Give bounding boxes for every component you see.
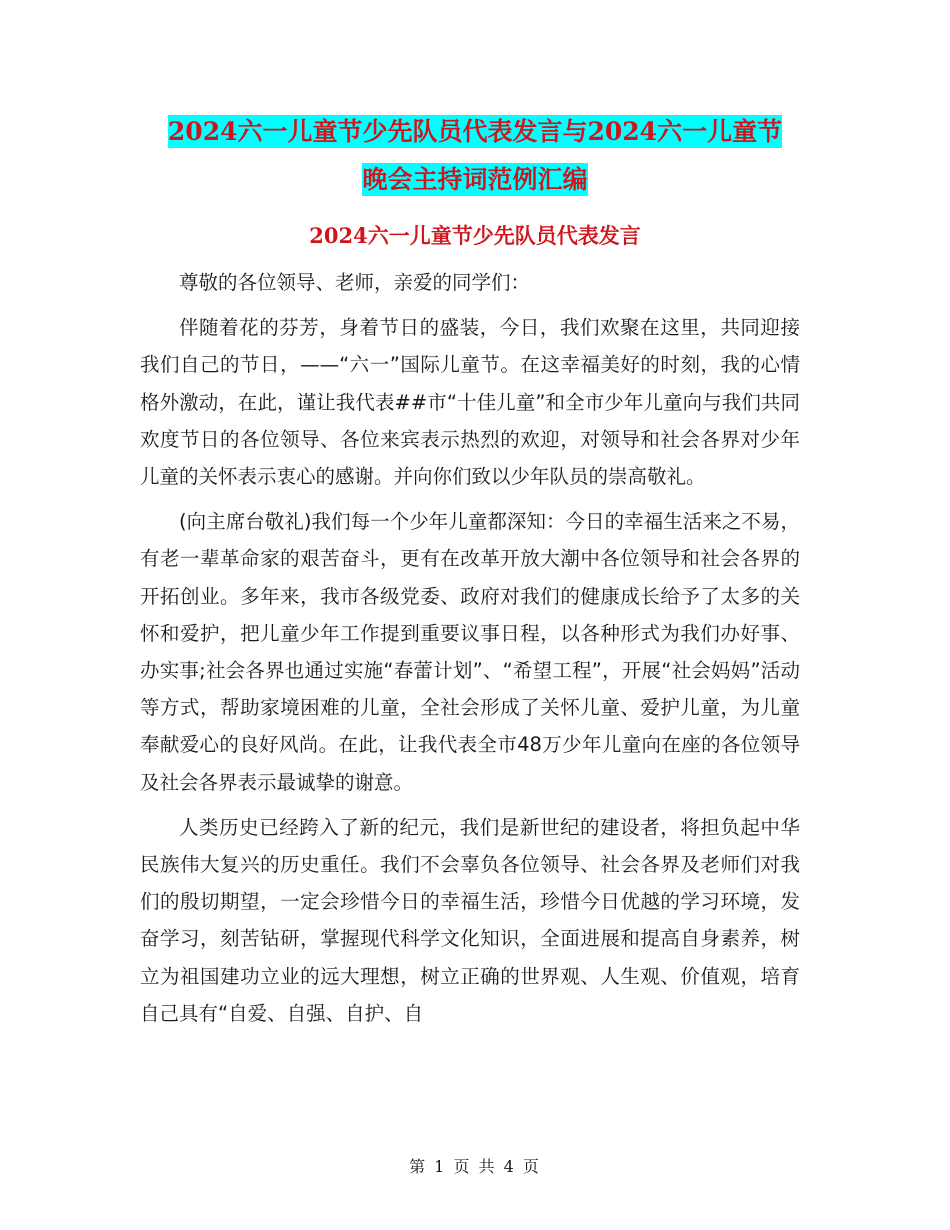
document-body <box>140 264 800 1032</box>
paragraph-salutation: 尊敬的各位领导、老师，亲爱的同学们： <box>179 271 531 294</box>
document-title-line-2: 晚会主持词范例汇编 <box>362 165 588 194</box>
paragraph: 人类历史已经跨入了新的纪元，我们是新世纪的建设者，将担负起中华民族伟大复兴的历史重任。我们不会辜负各位领导、社会各界及老师们对我们的殷切期望，一定会珍惜今日的幸福生活，珍惜今日优越的学习环境，发奋学习，刻苦钻研，掌握现代科学文化知识，全面进展和提高自身素养，树立为祖国建功立业的远大理想，树立正确的世界观、人生观、价值观，培育自己具有“自爱、自强、自护、自 <box>140 815 800 1025</box>
page-number-footer: 第 1 页 共 4 页 <box>409 1157 541 1176</box>
paragraph: (向主席台敬礼)我们每一个少年儿童都深知：今日的幸福生活来之不易，有老一辈革命家的艰苦奋斗，更有在改革开放大潮中各位领导和社会各界的开拓创业。多年来，我市各级党委、政府对我们的健康成长给予了太多的关怀和爱护，把儿童少年工作提到重要议事日程，以各种形式为我们办好事、办实事;社会各界也通过实施“春蕾计划”、“希望工程”，开展“社会妈妈”活动等方式，帮助家境困难的儿童，全社会形成了关怀儿童、爱护儿童，为儿童奉献爱心的良好风尚。在此，让我代表全市48万少年儿童向在座的各位领导及社会各界表示最诚挚的谢意。 <box>140 510 800 794</box>
paragraph: 伴随着花的芬芳，身着节日的盛装，今日，我们欢聚在这里，共同迎接我们自己的节日，——“六一”国际儿童节。在这幸福美好的时刻，我的心情格外激动，在此，谨让我代表##市“十佳儿童”和全市少年儿童向与我们共同欢度节日的各位领导、各位来宾表示热烈的欢迎，对领导和社会各界对少年儿童的关怀表示衷心的感谢。并向你们致以少年队员的崇高敬礼。 <box>140 316 800 489</box>
document-title <box>140 108 810 204</box>
document-title-line-1: 2024六一儿童节少先队员代表发言与2024六一儿童节 <box>167 117 783 146</box>
section-title: 2024六一儿童节少先队员代表发言 <box>309 223 641 248</box>
